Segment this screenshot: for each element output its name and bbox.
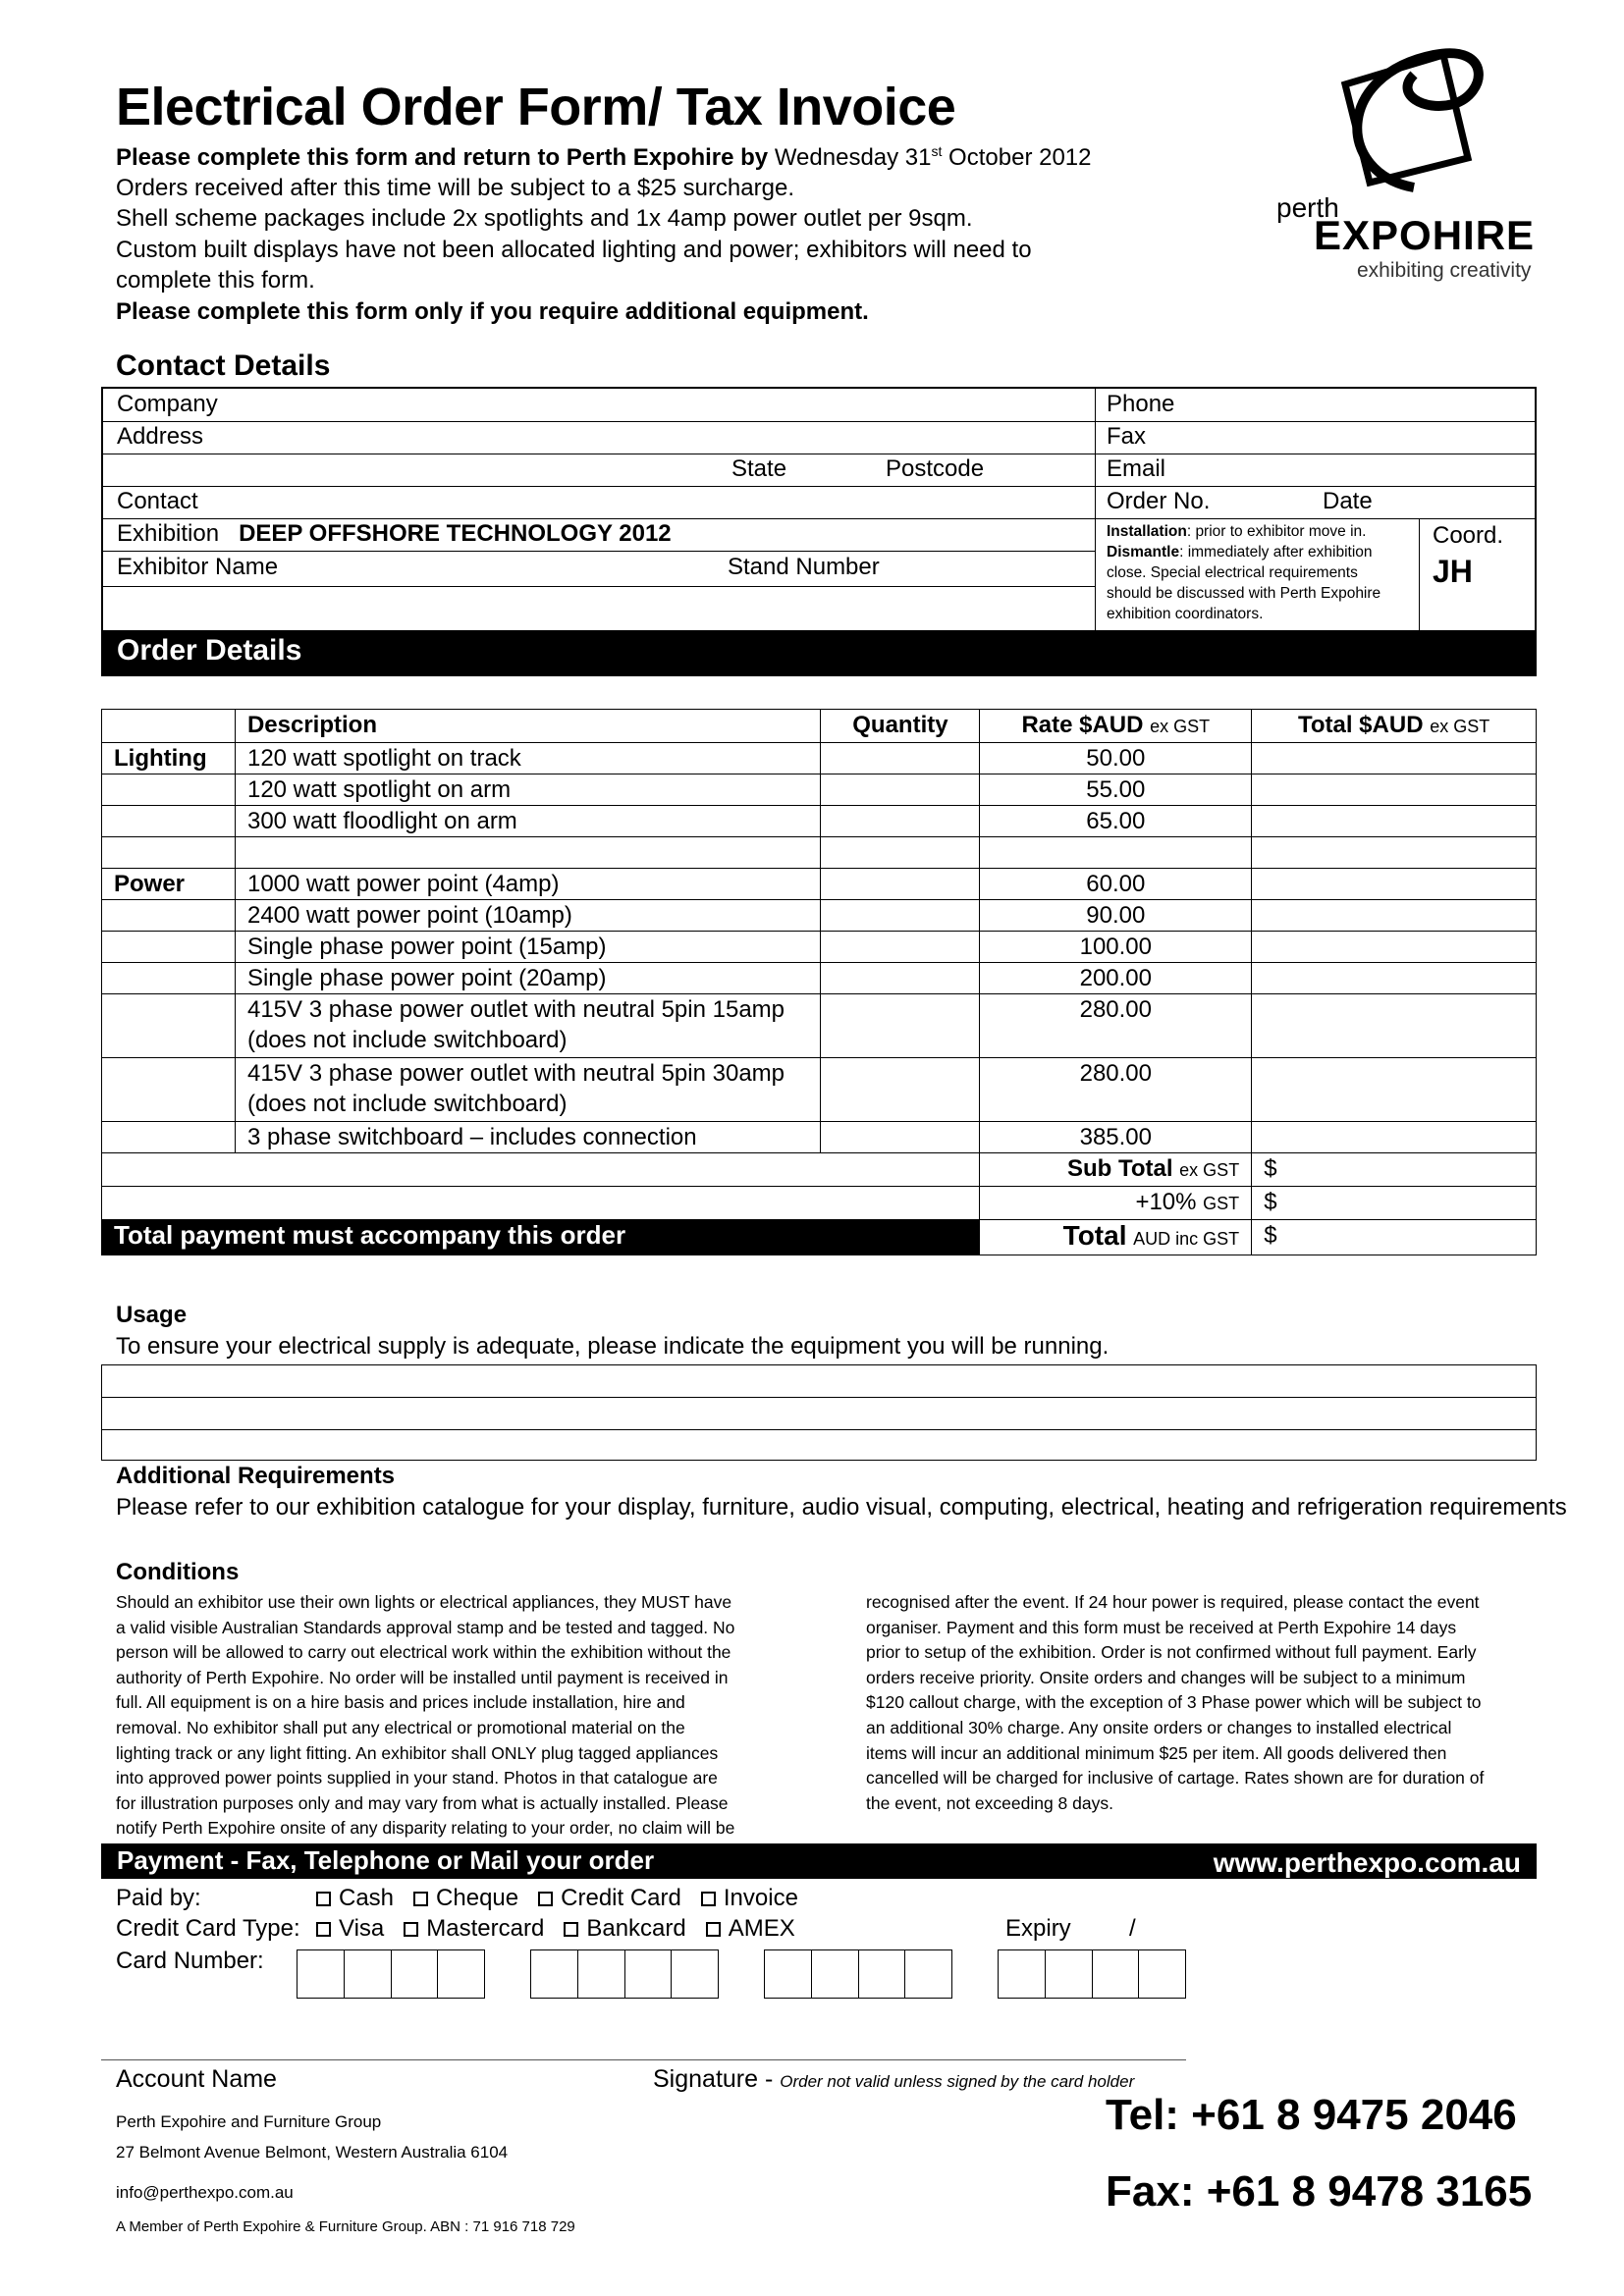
rate-cell: 60.00 [980,869,1252,900]
website-link[interactable]: www.perthexpo.com.au [1213,1847,1521,1878]
total-cell[interactable] [1252,743,1537,774]
paid-by-label: Paid by: [116,1885,201,1911]
invoice-label: Invoice [723,1885,798,1911]
note-line-3: close. Special electrical requirements [1107,564,1358,581]
total-suffix: AUD inc GST [1133,1229,1240,1249]
deadline-line [116,143,1092,172]
quantity-cell[interactable] [821,932,980,963]
conditions-line: recognised after the event. If 24 hour power is required, please contact the event [866,1592,1480,1612]
total-row [102,1220,1537,1255]
company-label: Company [117,391,218,417]
gst-row [102,1187,1537,1220]
page-title: Electrical Order Form/ Tax Invoice [116,78,956,136]
footer-email[interactable]: info@perthexpo.com.au [116,2183,294,2202]
item-description: 2400 watt power point (10amp) [235,900,820,932]
conditions-line: cancelled will be charged for inclusive of cartage. Rates shown are for duration of [866,1768,1485,1789]
phone-label: Phone [1107,391,1175,417]
total-cell[interactable] [1252,806,1537,837]
table-row [102,806,1537,837]
conditions-line: full. All equipment is on a hire basis and prices include installation, hire and [116,1692,685,1713]
conditions-line: $120 callout charge, with the exception of 3 Phase power which will be subject to [866,1692,1482,1713]
col-total-label: Total $AUD [1297,712,1424,738]
rate-cell: 55.00 [980,774,1252,806]
gst-label: +10% [1135,1189,1197,1215]
gst-suffix: GST [1203,1194,1240,1213]
table-row [102,743,1537,774]
cash-label: Cash [339,1885,395,1911]
col-rate-label: Rate $AUD [1021,712,1144,738]
table-row [102,1122,1537,1153]
installation-note [1107,521,1411,624]
coord-value: JH [1433,554,1473,589]
order-details-heading: Order Details [101,630,1537,676]
subtotal-label-cell [980,1153,1252,1187]
table-row [102,1058,1537,1122]
credit-card-label: Credit Card [561,1885,681,1911]
footer-address: 27 Belmont Avenue Belmont, Western Australia 6104 [116,2143,509,2162]
item-description: 120 watt spotlight on track [235,743,820,774]
item-description: Single phase power point (15amp) [235,932,820,963]
rate-cell: 280.00 [980,994,1252,1058]
quantity-cell[interactable] [821,869,980,900]
additional-equipment-line: Please complete this form only if you require additional equipment. [116,298,869,325]
power-label: Power [102,869,236,900]
mastercard-label: Mastercard [426,1915,545,1942]
usage-input-box[interactable] [101,1364,1537,1461]
exhibitor-name-label: Exhibitor Name [117,554,279,580]
stand-number-label: Stand Number [728,554,880,580]
rate-cell: 200.00 [980,963,1252,994]
rate-cell: 280.00 [980,1058,1252,1122]
state-label: State [731,455,787,482]
table-row-empty [102,837,1537,869]
total-label-cell [980,1220,1252,1255]
item-description: Single phase power point (20amp) [235,963,820,994]
install-text: : prior to exhibitor move in. [1186,523,1367,540]
deadline-bold: Please complete this form and return to Perth Expohire by [116,144,769,171]
expohire-logo [1276,35,1561,291]
shell-scheme-line: Shell scheme packages include 2x spotlights and 1x 4amp power outlet per 9sqm. [116,205,973,232]
address-label: Address [117,423,204,450]
quantity-cell[interactable] [821,1058,980,1122]
rate-cell: 90.00 [980,900,1252,932]
logo-tagline: exhibiting creativity [1357,259,1532,282]
conditions-line: an additional 30% charge. Any onsite orders or changes to installed electrical [866,1717,1452,1737]
usage-text: To ensure your electrical supply is adequate, please indicate the equipment you will be running. [116,1333,1110,1360]
invoice-checkbox[interactable] [701,1892,716,1906]
additional-heading: Additional Requirements [116,1463,396,1489]
item-description-line-2: (does not include switchboard) [246,1091,568,1117]
col-rate [980,710,1252,743]
item-description-line-2: (does not include switchboard) [246,1027,568,1053]
visa-label: Visa [339,1915,385,1942]
conditions-line: into approved power points supplied in your stand. Photos in that catalogue are [116,1768,718,1789]
conditions-line: for illustration purposes only and may vary from what is actually installed. Please [116,1792,729,1813]
card-number-group-2[interactable] [530,1949,719,1999]
quantity-cell[interactable] [821,806,980,837]
table-row [102,994,1537,1058]
additional-text: Please refer to our exhibition catalogue for your display, furniture, audio visual, computing, electrical, heating and refrigeration requirements [116,1494,1567,1521]
item-description: 3 phase switchboard – includes connection [235,1122,820,1153]
surcharge-line: Orders received after this time will be subject to a $25 surcharge. [116,175,794,201]
coord-label: Coord. [1433,522,1504,549]
total-cell[interactable] [1252,932,1537,963]
item-description [235,994,820,1058]
table-row [102,963,1537,994]
mastercard-checkbox[interactable] [404,1922,418,1937]
total-cell[interactable] [1252,774,1537,806]
order-no-label: Order No. [1107,488,1211,514]
note-line-5: exhibition coordinators. [1107,606,1264,622]
footer-tel: Tel: +61 8 9475 2046 [1106,2091,1517,2139]
dismantle-label: Dismantle [1107,544,1180,561]
conditions-line: the event, not exceeding 8 days. [866,1792,1113,1813]
footer-fax: Fax: +61 8 9478 3165 [1106,2167,1533,2216]
expiry-separator: / [1129,1915,1136,1942]
amex-option[interactable] [706,1915,795,1942]
contact-label: Contact [117,488,198,514]
total-cell[interactable] [1252,1122,1537,1153]
conditions-line: lighting track or any light fitting. An exhibitor shall ONLY plug tagged appliances [116,1742,719,1763]
amex-checkbox[interactable] [706,1922,721,1937]
total-cell[interactable] [1252,900,1537,932]
deadline-date-sup: st [931,143,943,159]
quantity-cell[interactable] [821,900,980,932]
cheque-label: Cheque [436,1885,519,1911]
cash-checkbox[interactable] [316,1892,331,1906]
mastercard-option[interactable] [404,1915,544,1942]
col-rate-suffix: ex GST [1150,717,1211,736]
conditions-line: items will incur an additional minimum $25 per item. All goods delivered then [866,1742,1447,1763]
cash-option[interactable] [316,1885,394,1911]
item-description-line-1: 415V 3 phase power outlet with neutral 5pin 30amp [246,1060,785,1087]
col-quantity: Quantity [821,710,980,743]
credit-card-option[interactable] [538,1885,681,1911]
col-description: Description [235,710,820,743]
card-type-label: Credit Card Type: [116,1915,300,1942]
exhibition-name: DEEP OFFSHORE TECHNOLOGY 2012 [239,520,672,547]
conditions-line: a valid visible Australian Standards approval stamp and be tested and tagged. No [116,1617,735,1637]
fax-label: Fax [1107,423,1147,450]
conditions-line: organiser. Payment and this form must be received at Perth Expohire 14 days [866,1617,1457,1637]
footer-company: Perth Expohire and Furniture Group [116,2112,382,2131]
deadline-date-post: October 2012 [942,144,1092,171]
conditions-line: authority of Perth Expohire. No order will be installed until payment is received in [116,1667,729,1687]
bankcard-label: Bankcard [586,1915,686,1942]
total-cell[interactable] [1252,869,1537,900]
note-line-4: should be discussed with Perth Expohire [1107,585,1381,602]
total-value[interactable]: $ [1252,1220,1537,1255]
quantity-cell[interactable] [821,774,980,806]
subtotal-label: Sub Total [1066,1155,1173,1182]
table-row [102,774,1537,806]
table-row [102,900,1537,932]
dismantle-text: : immediately after exhibition [1179,544,1373,561]
col-total-suffix: ex GST [1430,717,1490,736]
expiry-label: Expiry [1005,1915,1071,1942]
item-description: 120 watt spotlight on arm [235,774,820,806]
footer-member: A Member of Perth Expohire & Furniture Group. ABN : 71 916 718 729 [116,2218,575,2235]
conditions-right [866,1590,1543,1816]
custom-display-line: Custom built displays have not been allocated lighting and power; exhibitors will need to [116,237,1032,263]
total-cell[interactable] [1252,994,1537,1058]
usage-heading: Usage [116,1302,188,1328]
logo-expohire: EXPOHIRE [1314,212,1536,258]
deadline-date-pre: Wednesday 31 [774,144,932,171]
conditions-line: person will be allowed to carry out electrical work within the exhibition without the [116,1642,731,1663]
payment-note: Total payment must accompany this order [102,1220,980,1255]
col-total [1252,710,1537,743]
table-row [102,869,1537,900]
signature-note: Order not valid unless signed by the card holder [780,2072,1135,2091]
rate-cell: 50.00 [980,743,1252,774]
card-number-group-1[interactable] [297,1949,485,1999]
conditions-line: notify Perth Expohire onsite of any disparity relating to your order, no claim will be [116,1818,735,1839]
gst-label-cell [980,1187,1252,1220]
signature-line [101,2059,1186,2060]
payment-bar [101,1843,1537,1879]
logo-mark-icon [1276,35,1561,202]
quantity-cell[interactable] [821,1122,980,1153]
rate-cell: 100.00 [980,932,1252,963]
install-label: Installation [1107,523,1187,540]
bankcard-checkbox[interactable] [564,1922,578,1937]
item-description-line-1: 415V 3 phase power outlet with neutral 5pin 15amp [246,996,785,1023]
conditions-line: removal. No exhibitor shall put any electrical or promotional material on the [116,1717,685,1737]
date-label: Date [1323,488,1373,514]
amex-label: AMEX [728,1915,795,1942]
account-name-label: Account Name [116,2065,277,2093]
conditions-left [116,1590,793,1842]
total-label: Total [1062,1220,1127,1251]
email-label: Email [1107,455,1166,482]
total-cell[interactable] [1252,963,1537,994]
logo-perth: perth [1276,192,1339,223]
subtotal-row [102,1153,1537,1187]
rate-cell: 65.00 [980,806,1252,837]
visa-checkbox[interactable] [316,1922,331,1937]
postcode-label: Postcode [886,455,985,482]
quantity-cell[interactable] [821,743,980,774]
total-cell[interactable] [1252,1058,1537,1122]
conditions-line: orders receive priority. Onsite orders and changes will be subject to a minimum [866,1667,1466,1687]
exhibition-row [117,520,672,548]
payment-heading: Payment - Fax, Telephone or Mail your order [117,1845,655,1875]
quantity-cell[interactable] [821,994,980,1058]
cheque-option[interactable] [413,1885,518,1911]
card-number-group-3[interactable] [764,1949,952,1999]
cheque-checkbox[interactable] [413,1892,428,1906]
card-number-group-4[interactable] [998,1949,1186,1999]
quantity-cell[interactable] [821,963,980,994]
subtotal-value[interactable]: $ [1252,1153,1537,1187]
credit-card-checkbox[interactable] [538,1892,553,1906]
paid-by-options [316,1885,798,1912]
exhibition-label: Exhibition [117,520,220,547]
contact-details-heading: Contact Details [116,349,331,382]
bankcard-option[interactable] [564,1915,685,1942]
visa-option[interactable] [316,1915,384,1942]
card-type-options [316,1915,795,1943]
conditions-line: prior to setup of the exhibition. Order is not confirmed without full payment. Early [866,1642,1477,1663]
order-header-row [102,710,1537,743]
item-description: 1000 watt power point (4amp) [235,869,820,900]
custom-display-line-2: complete this form. [116,267,315,294]
invoice-option[interactable] [701,1885,798,1911]
table-row [102,932,1537,963]
conditions-line: Should an exhibitor use their own lights or electrical appliances, they MUST have [116,1592,732,1612]
rate-cell: 385.00 [980,1122,1252,1153]
conditions-heading: Conditions [116,1559,240,1585]
item-description: 300 watt floodlight on arm [235,806,820,837]
lighting-label: Lighting [102,743,236,774]
item-description [235,1058,820,1122]
gst-value[interactable]: $ [1252,1187,1537,1220]
signature-label: Signature - [653,2065,774,2093]
subtotal-suffix: ex GST [1179,1160,1240,1180]
order-table [101,709,1537,1255]
signature-label-group [653,2065,1134,2094]
card-number-label: Card Number: [116,1948,264,1974]
